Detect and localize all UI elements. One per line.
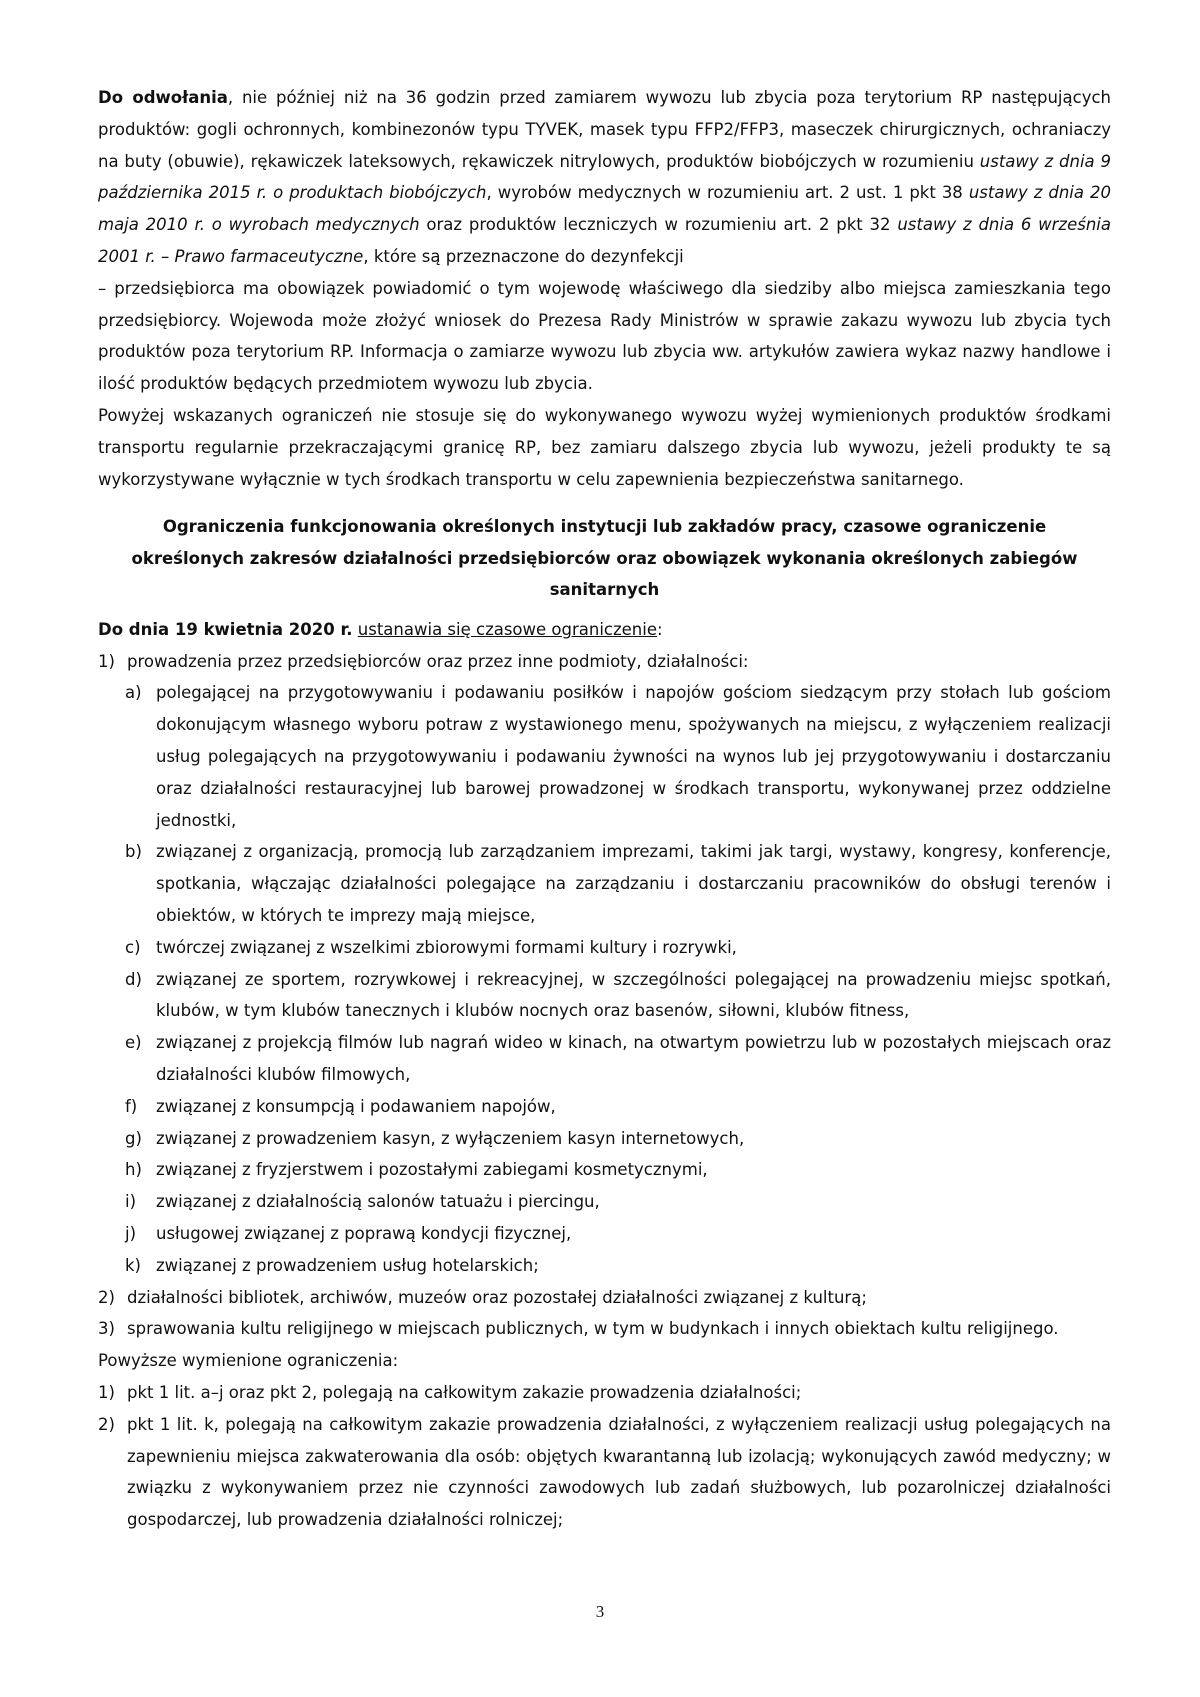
restriction-list [98, 646, 1111, 1346]
document-page [98, 82, 1111, 1536]
sub-list-item [98, 964, 1111, 1028]
sub-list-marker: b) [125, 842, 142, 862]
sub-list-item [98, 932, 1111, 964]
list-item [98, 1409, 1111, 1536]
deadline-underlined: ustanawia się czasowe ograniczenie [357, 619, 658, 639]
sub-list-item-text: twórczej związanej z wszelkimi zbiorowymi formami kultury i rozrywki, [156, 937, 737, 957]
sub-list-item-text: związanej z organizacją, promocją lub zarządzaniem imprezami, takimi jak targi, wystawy, kongresy, konferencje, spotkania, włączając działalności polegające na zarządzaniu i dostarczaniu pracowników do obsługi terenów i obiektów, w których te imprezy mają miejsce, [156, 842, 1111, 926]
sub-list-item [98, 836, 1111, 931]
list-marker: 2) [98, 1414, 115, 1434]
list-item-text: pkt 1 lit. a–j oraz pkt 2, polegają na całkowitym zakazie prowadzenia działalności; [127, 1382, 802, 1402]
deadline-colon: : [657, 619, 663, 639]
sub-list-marker: f) [125, 1096, 138, 1116]
sub-list-item [98, 1186, 1111, 1218]
sub-list-item [98, 1250, 1111, 1282]
list-marker: 2) [98, 1287, 115, 1307]
deadline-line [98, 614, 1111, 646]
sub-list-item-text: związanej z działalnością salonów tatuażu i piercingu, [156, 1192, 600, 1212]
restrictions-intro: Powyższe wymienione ograniczenia: [98, 1351, 399, 1371]
list-marker: 1) [98, 651, 115, 671]
sub-list-item [98, 677, 1111, 836]
intro-paragraph [98, 82, 1111, 273]
act-medical-devices: ustawy z dnia 20 maja 2010 r. o wyrobach medycznych [98, 183, 1111, 235]
list-item-text: prowadzenia przez przedsiębiorców oraz przez inne podmioty, działalności: [127, 651, 749, 671]
section-heading: Ograniczenia funkcjonowania określonych instytucji lub zakładów pracy, czasowe ograniczenie określonych zakresów działalności przedsiębiorców oraz obowiązek wykonania określonych zabiegów sanitarnych [131, 517, 1078, 600]
sub-list-marker: h) [125, 1160, 142, 1180]
sub-list-item-text: usługowej związanej z poprawą kondycji fizycznej, [156, 1224, 572, 1243]
sub-list-item [98, 1218, 1111, 1250]
list-item-text: działalności bibliotek, archiwów, muzeów oraz pozostałej działalności związanej z kulturą; [127, 1287, 867, 1307]
list-item [98, 646, 1111, 678]
sub-list-item-text: związanej z prowadzeniem kasyn, z wyłączeniem kasyn internetowych, [156, 1128, 745, 1148]
sub-list-item [98, 1123, 1111, 1155]
notice-paragraph: – przedsiębiorca ma obowiązek powiadomić o tym wojewodę właściwego dla siedziby albo miejsca zamieszkania tego przedsiębiorcy. Wojewoda może złożyć wniosek do Prezesa Rady Ministrów w sprawie zakazu wywozu lub zbycia tych produktów poza terytorium RP. Informacja o zamiarze wywozu lub zbycia ww. artykułów zawiera wykaz nazwy handlowe i ilość produktów będących przedmiotem wywozu lub zbycia. [98, 278, 1111, 394]
sub-list-marker: g) [125, 1128, 142, 1148]
sub-list-item [98, 1154, 1111, 1186]
exception-paragraph: Powyżej wskazanych ograniczeń nie stosuje się do wykonywanego wywozu wyżej wymienionych produktów środkami transportu regularnie przekraczającymi granicę RP, bez zamiaru dalszego zbycia lub wywozu, jeżeli produkty te są wykorzystywane wyłącznie w tych środkach transportu w celu zapewnienia bezpieczeństwa sanitarnego. [98, 405, 1111, 489]
intro-text-1: , nie później niż na 36 godzin przed zamiarem wywozu lub zbycia poza terytorium RP następujących produktów: gogli ochronnych, kombinezonów typu TYVEK, masek typu FFP2/FFP3, maseczek chirurgicznych, ochraniaczy na buty (obuwie), rękawiczek lateksowych, rękawiczek nitrylowych, produktów biobójczych w rozumieniu [98, 88, 1111, 171]
sub-list-marker: a) [125, 683, 142, 703]
sub-list-marker: i) [125, 1192, 137, 1212]
intro-lead: Do odwołania [98, 88, 228, 107]
intro-text-3: oraz produktów leczniczych w rozumieniu art. 2 pkt 32 [419, 215, 898, 235]
list-item [98, 1377, 1111, 1409]
sub-list-marker: c) [125, 937, 141, 957]
page-number: 3 [595, 1602, 605, 1621]
intro-text-2: , wyrobów medycznych w rozumieniu art. 2 ust. 1 pkt 38 [486, 183, 969, 203]
sub-list-item-text: związanej z prowadzeniem usług hotelarskich; [156, 1255, 539, 1275]
sub-list-item [98, 1091, 1111, 1123]
sub-list-item-text: związanej ze sportem, rozrywkowej i rekreacyjnej, w szczególności polegającej na prowadzeniu miejsc spotkań, klubów, w tym klubów tanecznych i klubów nocnych oraz basenów, siłowni, klubów fitness, [156, 969, 1111, 1021]
deadline-date: Do dnia 19 kwietnia 2020 r. [98, 619, 353, 639]
sub-list-marker: j) [125, 1224, 137, 1243]
sub-list-marker: d) [125, 969, 142, 989]
list-item [98, 1313, 1111, 1345]
sub-list-item [98, 1027, 1111, 1091]
sub-list-marker: k) [125, 1255, 141, 1275]
list-item-text: sprawowania kultu religijnego w miejscach publicznych, w tym w budynkach i innych obiektach kultu religijnego. [127, 1319, 1059, 1339]
list-item-text: pkt 1 lit. k, polegają na całkowitym zakazie prowadzenia działalności, z wyłączeniem realizacji usług polegających na zapewnieniu miejsca zakwaterowania dla osób: objętych kwarantanną lub izolacją; wykonujących zawód medyczny; w związku z wykonywaniem przez nie czynności zawodowych lub zadań służbowych, lub pozarolniczej działalności gospodarczej, lub prowadzenia działalności rolniczej; [127, 1414, 1111, 1530]
sub-list-item-text: związanej z konsumpcją i podawaniem napojów, [156, 1096, 556, 1116]
act-pharma-law: ustawy z dnia 6 września 2001 r. – Prawo farmaceutyczne [98, 215, 1111, 266]
list-item [98, 1282, 1111, 1314]
sub-list-marker: e) [125, 1033, 142, 1053]
sub-list-item-text: polegającej na przygotowywaniu i podawaniu posiłków i napojów gościom siedzącym przy stołach lub gościom dokonującym własnego wyboru potraw z wystawionego menu, spożywanych na miejscu, z wyłączeniem realizacji usług polegających na przygotowywaniu i podawaniu żywności na wynos lub jej przygotowywaniu i dostarczaniu oraz działalności restauracyjnej lub barowej prowadzonej w środkach transportu, wykonywanej przez oddzielne jednostki, [156, 683, 1111, 830]
list-marker: 1) [98, 1382, 115, 1402]
list-marker: 3) [98, 1319, 115, 1339]
act-biocides: ustawy z dnia 9 października 2015 r. o produktach biobójczych [98, 151, 1112, 203]
sub-list-item-text: związanej z fryzjerstwem i pozostałymi zabiegami kosmetycznymi, [156, 1160, 708, 1180]
sub-list-item-text: związanej z projekcją filmów lub nagrań wideo w kinach, na otwartym powietrzu lub w pozostałych miejscach oraz działalności klubów filmowych, [156, 1033, 1111, 1085]
intro-text-4: , które są przeznaczone do dezynfekcji [363, 246, 684, 266]
restriction-scope-list [98, 1377, 1111, 1536]
